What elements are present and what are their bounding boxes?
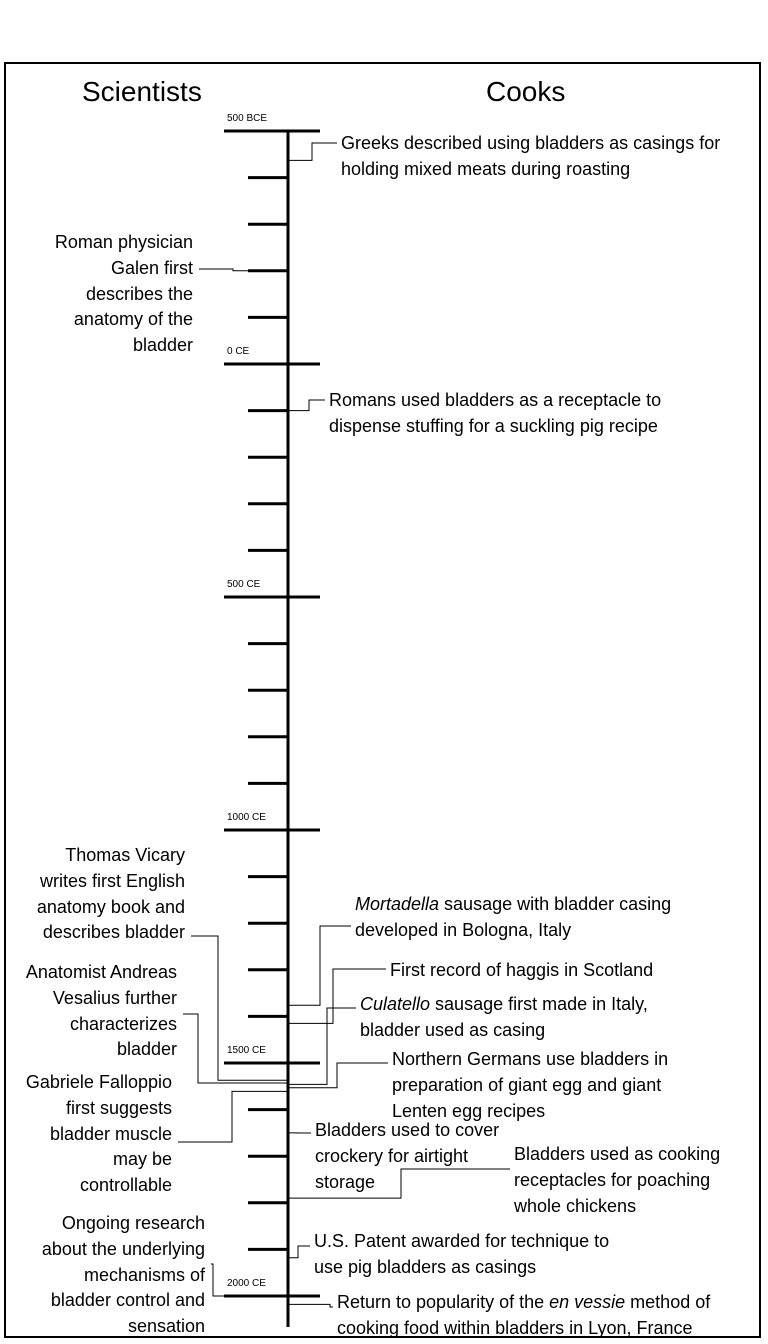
scientist-event: Thomas Vicary writes first English anatomy book and describes bladder: [36, 845, 185, 943]
leader-line: [288, 400, 325, 411]
cook-event: Northern Germans use bladders in preparation of giant egg and giant Lenten egg recipes: [392, 1049, 669, 1121]
cook-event: Bladders used as cooking receptacles for poaching whole chickens: [514, 1144, 721, 1216]
tick-label: 500 CE: [227, 579, 261, 590]
leader-line: [178, 1091, 288, 1142]
cook-event: First record of haggis in Scotland: [390, 960, 654, 980]
scientist-event: Ongoing research about the underlying mechanisms of bladder control and sensation: [41, 1213, 205, 1337]
tick-label: 1500 CE: [227, 1045, 266, 1056]
tick-label: 500 BCE: [227, 113, 268, 124]
leader-line: [288, 143, 337, 160]
leader-line: [288, 1304, 333, 1307]
leader-line: [288, 1008, 356, 1084]
cook-event: Greeks described using bladders as casings for holding mixed meats during roasting: [341, 133, 721, 179]
scientist-event: Anatomist Andreas Vesalius further characterizes bladder: [25, 962, 177, 1060]
tick-label: 1000 CE: [227, 812, 266, 823]
scientist-event: Roman physician Galen first describes the anatomy of the bladder: [54, 232, 193, 356]
leader-line: [288, 926, 351, 1005]
cook-event: Bladders used to cover crockery for airtight storage: [315, 1120, 500, 1192]
cook-event: Romans used bladders as a receptacle to dispense stuffing for a suckling pig recipe: [329, 390, 662, 436]
cook-event: Mortadella sausage with bladder casing developed in Bologna, Italy: [355, 894, 672, 940]
leader-line: [288, 1246, 310, 1258]
leader-line: [191, 936, 288, 1080]
scientists-header: Scientists: [82, 76, 202, 107]
tick-label: 2000 CE: [227, 1278, 266, 1289]
cook-event: Culatello sausage first made in Italy, bladder used as casing: [360, 994, 648, 1040]
cooks-header: Cooks: [486, 76, 566, 107]
cook-event: Return to popularity of the en vessie method of cooking food within bladders in Lyon, France: [337, 1292, 711, 1338]
tick-label: 0 CE: [227, 346, 250, 357]
cook-event: U.S. Patent awarded for technique to use pig bladders as casings: [314, 1231, 610, 1277]
scientist-event: Gabriele Falloppio first suggests bladder muscle may be controllable: [25, 1072, 172, 1196]
